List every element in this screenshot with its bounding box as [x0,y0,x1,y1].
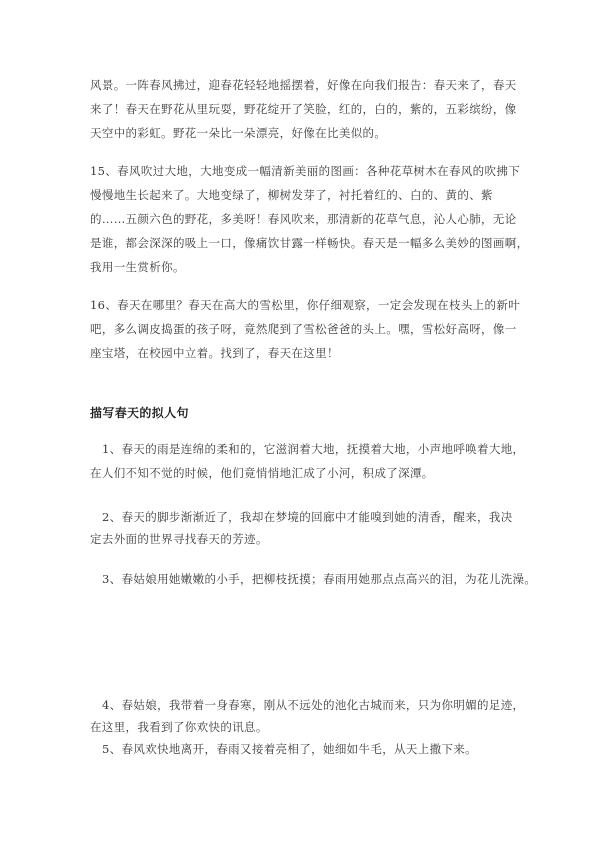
paragraph-line: 来了！春天在野花从里玩耍，野花绽开了笑脸，红的，白的，紫的，五彩缤纷，像 [90,102,517,116]
paragraph-line: 我用一生赏析你。 [90,260,185,274]
list-item-line: 1、春天的雨是连绵的柔和的，它滋润着大地，抚摸着大地，小声地呼唤着大地， [102,442,525,456]
paragraph-line: 15、春风吹过大地，大地变成一幅清新美丽的图画：各种花草树木在春风的吹拂下 [90,164,521,178]
list-item-line: 5、春风欢快地离开，春雨又接着亮相了，她细如牛毛，从天上撒下来。 [102,742,478,756]
list-item-line: 2、春天的脚步渐渐近了，我却在梦境的回廊中才能嗅到她的清香，醒来，我决 [102,510,513,524]
paragraph-line: 慢慢地生长起来了。大地变绿了，柳树发芽了，衬托着红的、白的、黄的、紫 [90,188,493,202]
list-item-line: 定去外面的世界寻找春天的芳迹。 [90,532,268,546]
paragraph-line: 吧，多么调皮捣蛋的孩子呀，竟然爬到了雪松爸爸的头上。嘿，雪松好高呀，像一 [90,322,517,336]
paragraph-line: 座宝塔，在校园中立着。找到了，春天在这里！ [90,346,339,360]
paragraph-line: 天空中的彩虹。野花一朵比一朵漂亮，好像在比美似的。 [90,126,387,140]
paragraph-line: 16、春天在哪里？春天在高大的雪松里，你仔细观察，一定会发现在枝头上的新叶 [90,298,521,312]
list-item-line: 在人们不知不觉的时候，他们竟悄悄地汇成了小河，积成了深潭。 [90,466,434,480]
paragraph-line: 的……五颜六色的野花，多美呀！春风吹来，那清新的花草气息，沁人心肺，无论 [90,212,517,226]
section-heading: 描写春天的拟人句 [90,406,189,420]
paragraph-line: 是谁，都会深深的吸上一口，像痛饮甘露一样畅快。春天是一幅多么美妙的图画啊， [90,236,529,250]
list-item-line: 在这里，我看到了你欢快的讯息。 [90,720,268,734]
list-item-line: 3、春姑娘用她嫩嫩的小手，把柳枝抚摸；春雨用她那点点高兴的泪，为花儿洗澡。 [102,572,537,586]
paragraph-line: 风景。一阵春风拂过，迎春花轻轻地摇摆着，好像在向我们报告：春天来了，春天 [90,78,517,92]
list-item-line: 4、春姑娘，我带着一身春寒，刚从不远处的池化古城而来，只为你明媚的足迹， [102,698,525,712]
